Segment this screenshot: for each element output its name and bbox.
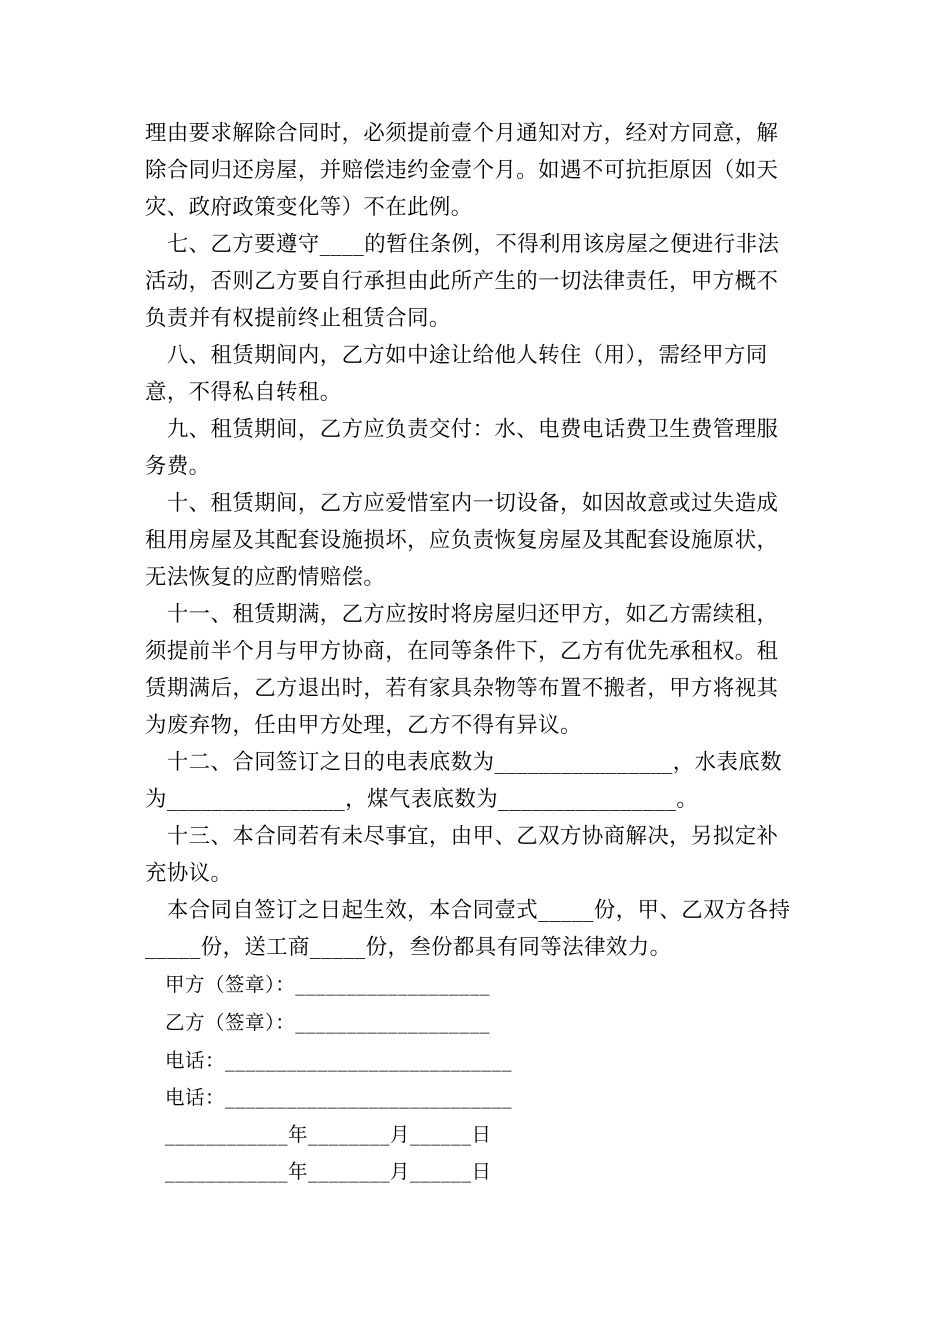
effect-line-1: 本合同自签订之日起生效，本合同壹式_____份，甲、乙双方各持 [145, 898, 791, 923]
body-line-3: 灾、政府政策变化等）不在此例。 [145, 195, 473, 220]
body-line-1: 理由要求解除合同时，必须提前壹个月通知对方，经对方同意，解 [145, 121, 779, 146]
clause-9-line-1: 九、租赁期间，乙方应负责交付：水、电费电话费卫生费管理服 [145, 417, 779, 442]
phone-line-2: 电话：____________________________ [165, 1086, 513, 1109]
clause-13-line-2: 充协议。 [145, 861, 233, 886]
clause-12-line-2: 为________________，煤气表底数为________________。 [145, 787, 699, 812]
clause-10-line-1: 十、租赁期间，乙方应爱惜室内一切设备，如因故意或过失造成 [145, 491, 779, 516]
clause-12-line-1: 十二、合同签订之日的电表底数为________________，水表底数 [145, 750, 782, 775]
party-b-signature: 乙方（签章）：___________________ [165, 1011, 491, 1034]
clause-10-line-3: 无法恢复的应酌情赔偿。 [145, 565, 386, 590]
clause-8-line-2: 意，不得私自转租。 [145, 380, 342, 405]
clause-11-line-1: 十一、租赁期满，乙方应按时将房屋归还甲方，如乙方需续租， [145, 602, 779, 627]
clause-9-line-2: 务费。 [145, 454, 211, 479]
clause-11-line-4: 为废弃物，任由甲方处理，乙方不得有异议。 [145, 713, 582, 738]
clause-13-line-1: 十三、本合同若有未尽事宜，由甲、乙双方协商解决，另拟定补 [145, 824, 779, 849]
party-a-signature: 甲方（签章）：___________________ [165, 973, 491, 996]
clause-10-line-2: 租用房屋及其配套设施损坏，应负责恢复房屋及其配套设施原状， [145, 528, 779, 553]
clause-7-line-3: 负责并有权提前终止租赁合同。 [145, 306, 451, 331]
clause-11-line-2: 须提前半个月与甲方协商，在同等条件下，乙方有优先承租权。租 [145, 639, 779, 664]
clause-7-line-1: 七、乙方要遵守____的暂住条例，不得利用该房屋之便进行非法 [145, 232, 780, 257]
clause-8-line-1: 八、租赁期间内，乙方如中途让给他人转住（用），需经甲方同 [145, 343, 768, 368]
phone-line-1: 电话：____________________________ [165, 1049, 513, 1072]
clause-7-line-2: 活动，否则乙方要自行承担由此所产生的一切法律责任，甲方概不 [145, 269, 779, 294]
effect-line-2: _____份，送工商_____份，叁份都具有同等法律效力。 [145, 935, 672, 960]
clause-11-line-3: 赁期满后，乙方退出时，若有家具杂物等布置不搬者，甲方将视其 [145, 676, 779, 701]
date-line-2: ____________年________月______日 [165, 1160, 492, 1183]
body-line-2: 除合同归还房屋，并赔偿违约金壹个月。如遇不可抗拒原因（如天 [145, 158, 779, 183]
date-line-1: ____________年________月______日 [165, 1123, 492, 1146]
